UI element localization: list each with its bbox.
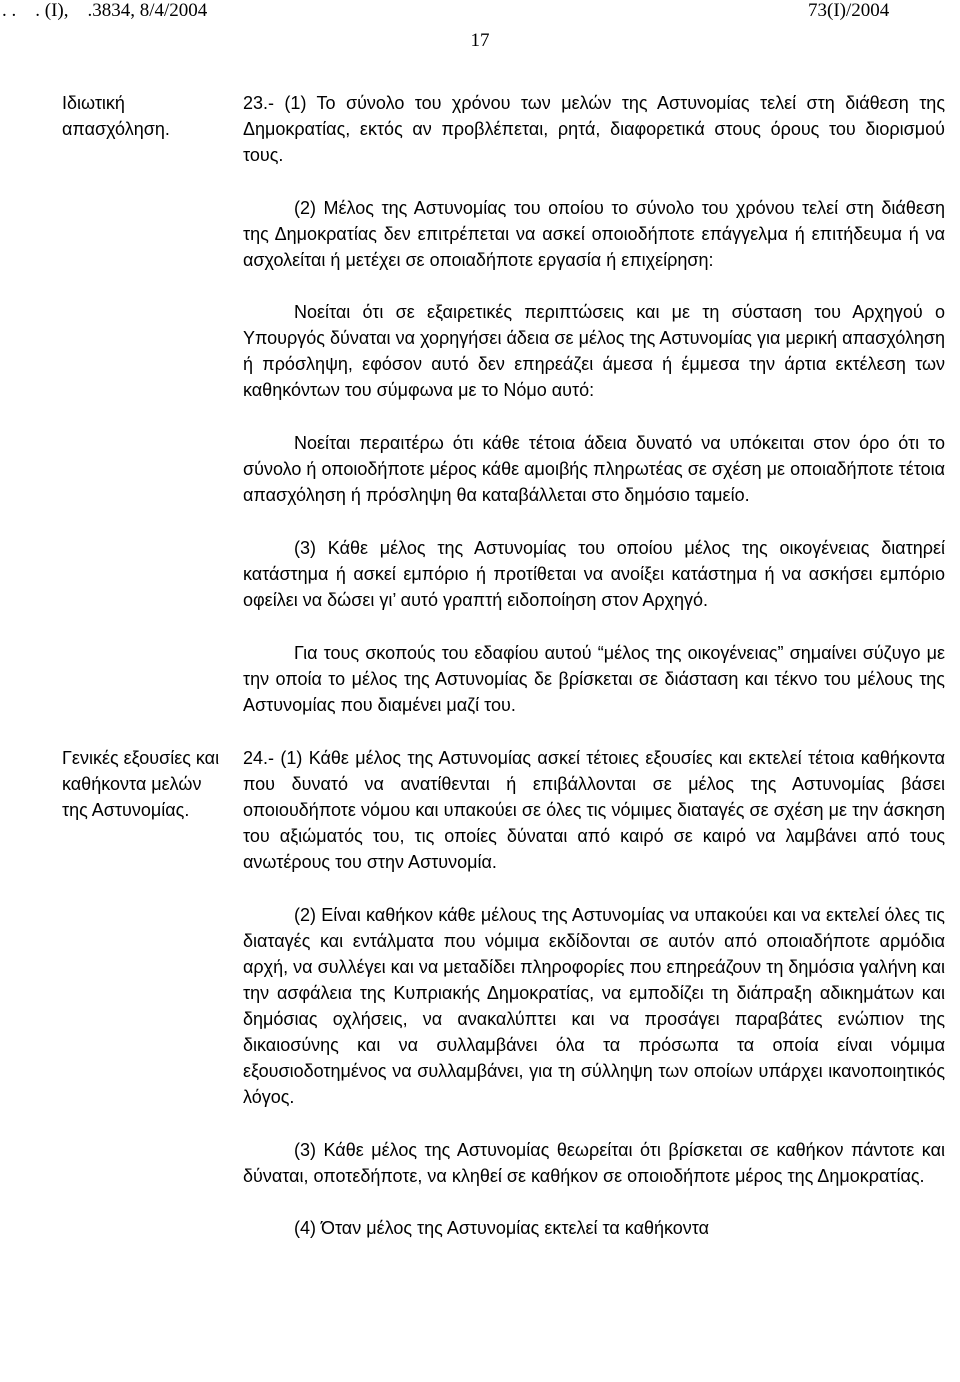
paragraph-24-1: 24.- (1) Κάθε μέλος της Αστυνομίας ασκεί τέτοιες εξουσίες και εκτελεί τέτοια καθήκοντα που δυνατό να ανατίθενται ή επιβάλλονται σε μέλος της Αστυνομίας βάσει οποιουδήποτε νόμου και υπακούει σε όλες τις νόμιμες διαταγές σε σχέση με την άσκηση του αξιώματός του, τις οποίες δύναται από καιρό σε καιρό να λαμβάνει από τους ανωτέρους του στην Αστυνομία. bbox=[243, 748, 945, 872]
document-body bbox=[0, 90, 960, 1241]
paragraph-23-1: 23.- (1) Το σύνολο του χρόνου των μελών της Αστυνομίας τελεί στη διάθεση της Δημοκρατίας, εκτός αν προβλέπεται, ρητά, διαφορετικά στους όρους του διορισμού τους. bbox=[243, 93, 945, 165]
margin-heading-private-employment: Ιδιωτική απασχόληση. bbox=[62, 93, 170, 139]
gazette-reference: . . . (I), .3834, 8/4/2004 bbox=[2, 0, 208, 21]
law-number: 73(I)/2004 bbox=[808, 0, 890, 21]
paragraph-23-3: (3) Κάθε μέλος της Αστυνομίας του οποίου μέλος της οικογένειας διατηρεί κατάστημα ή ασκεί εμπόριο ή προτίθεται να ανοίξει κατάστημα ή να ασκήσει εμπόριο οφείλει να δώσει γι’ αυτό γραπτή ειδοποίηση στον Αρχηγό. bbox=[243, 538, 945, 610]
paragraph-24-2: (2) Είναι καθήκον κάθε μέλους της Αστυνομίας να υπακούει και να εκτελεί όλες τις διαταγές και εντάλματα που νόμιμα εκδίδονται σε αυτόν από οποιαδήποτε αρμόδια αρχή, να συλλέγει και να μεταδίδει πληροφορίες που επηρεάζουν τη δημόσια γαλήνη και την ασφάλεια της Κυπριακής Δημοκρατίας, να εμποδίζει τη διάπραξη αδικημάτων και δημόσιας οχλήσεις, να ανακαλύπτει και να προσάγει παραβάτες ενώπιον της δικαιοσύνης και να συλλαμβάνει όλα τα πρόσωπα τα οποία είναι νόμιμα εξουσιοδοτημένος να συλλαμβάνει, για τη σύλληψη των οποίων υπάρχει ικανοποιητικός λόγος. bbox=[243, 905, 945, 1107]
gazette-header bbox=[0, 0, 960, 22]
proviso-paragraph: Νοείται ότι σε εξαιρετικές περιπτώσεις και με τη σύσταση του Αρχηγού ο Υπουργός δύναται να χορηγήσει άδεια σε μέλος της Αστυνομίας για μερική απασχόληση ή πρόσληψη, εφόσον αυτό δεν επηρεάζει άμεσα ή έμμεσα την άρτια εκτέλεση των καθηκόντων του σύμφωνα με το Νόμο αυτό: bbox=[243, 302, 945, 400]
definition-paragraph: Για τους σκοπούς του εδαφίου αυτού “μέλος της οικογένειας” σημαίνει σύζυγο με την οποία το μέλος της Αστυνομίας δε βρίσκεται σε διάσταση και τέκνο του μέλους της Αστυνομίας που διαμένει μαζί του. bbox=[243, 643, 945, 715]
paragraph-24-3: (3) Κάθε μέλος της Αστυνομίας θεωρείται ότι βρίσκεται σε καθήκον πάντοτε και δύναται, οποτεδήποτε, να κληθεί σε καθήκον σε οποιοδήποτε μέρος της Δημοκρατίας. bbox=[243, 1140, 945, 1186]
paragraph-24-4: (4) Όταν μέλος της Αστυνομίας εκτελεί τα καθήκοντα bbox=[294, 1218, 710, 1238]
page-number: 17 bbox=[470, 30, 490, 51]
further-proviso-paragraph: Νοείται περαιτέρω ότι κάθε τέτοια άδεια δυνατό να υπόκειται στον όρο ότι το σύνολο ή οποιοδήποτε μέρος κάθε αμοιβής πληρωτέας σε σχέση με οποιαδήποτε τέτοια απασχόληση ή πρόσληψη θα καταβάλλεται στο δημόσιο ταμείο. bbox=[243, 433, 945, 505]
paragraph-23-2: (2) Μέλος της Αστυνομίας του οποίου το σύνολο του χρόνου τελεί στη διάθεση της Δημοκρατίας δεν επιτρέπεται να ασκεί οποιοδήποτε επάγγελμα ή επιτήδευμα ή να ασχολείται ή μετέχει σε οποιαδήποτε εργασία ή επιχείρηση: bbox=[243, 198, 945, 270]
section-24 bbox=[0, 745, 960, 1241]
margin-heading-general-powers: Γενικές εξουσίες και καθήκοντα μελών της Αστυνομίας. bbox=[62, 748, 220, 820]
section-23 bbox=[0, 90, 960, 718]
